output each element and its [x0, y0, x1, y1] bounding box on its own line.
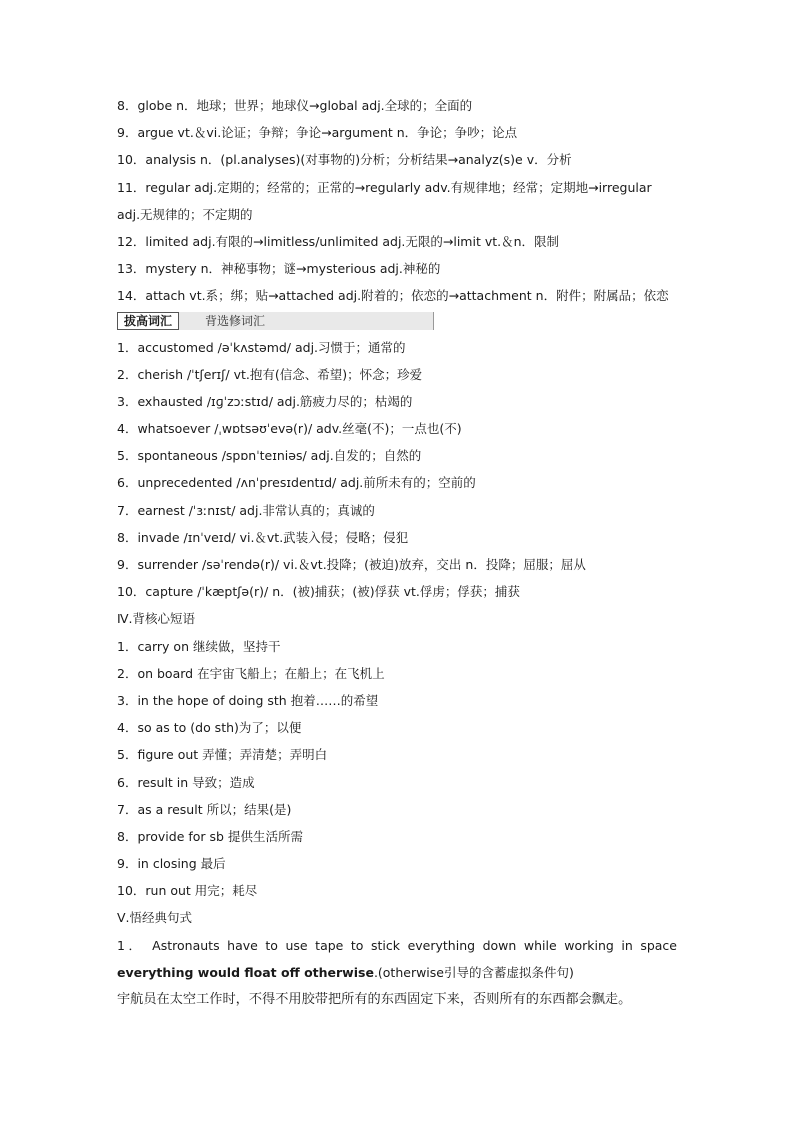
vocab-item: 8．globe n．地球；世界；地球仪→global adj.全球的；全面的 [117, 98, 473, 113]
vocab-item: 3．exhausted /ɪɡˈzɔːstɪd/ adj.筋疲力尽的；枯竭的 [117, 393, 413, 409]
vocab-item: 1．accustomed /əˈkʌstəmd/ adj.习惯于；通常的 [117, 339, 406, 355]
sentence-highlight: everything would float off otherwise [117, 964, 374, 980]
banner-label: 拔高词汇 [117, 312, 179, 330]
vocab-item: 9．argue vt.＆vi.论证；争辩；争论→argument n．争论；争吵；论点 [117, 125, 518, 141]
vocab-item: 10．analysis n．(pl.analyses)(对事物的)分析；分析结果→analyz(s)e v．分析 [117, 152, 572, 168]
banner-subtitle: 背选修词汇 [205, 313, 266, 328]
vocab-item: 5．spontaneous /spɒnˈteɪniəs/ adj.自发的；自然的 [117, 448, 422, 464]
phrase-item: 6．result in 导致；造成 [117, 774, 255, 790]
vocab-item: 4．whatsoever /ˌwɒtsəʊˈevə(r)/ adv.丝毫(不)；一点也(不) [117, 421, 462, 437]
vocab-item: 14．attach vt.系；绑；贴→attached adj.附着的；依恋的→attachment n．附件；附属品；依恋 [117, 288, 669, 304]
phrase-item: 7．as a result 所以；结果(是) [117, 801, 292, 817]
sentence-note: .(otherwise引导的含蓄虚拟条件句) [373, 964, 574, 980]
section-banner [117, 310, 677, 334]
section-title-phrases: Ⅳ.背核心短语 [117, 611, 196, 627]
phrase-item: 1．carry on 继续做，坚持干 [117, 638, 281, 654]
phrase-item: 9．in closing 最后 [117, 856, 226, 872]
vocab-item: 11．regular adj.定期的；经常的；正常的→regularly adv.有规律地；经常；定期地→irregular [117, 179, 652, 195]
sentence-translation: 宇航员在太空工作时，不得不用胶带把所有的东西固定下来，否则所有的东西都会飘走。 [117, 992, 632, 1007]
vocab-item: 6．unprecedented /ʌnˈpresɪdentɪd/ adj.前所未有的；空前的 [117, 475, 476, 491]
sentence-line [117, 959, 677, 986]
vocab-item: 10．capture /ˈkæptʃə(r)/ n．(被)捕获；(被)俘获 vt.俘虏；俘获；捕获 [117, 584, 520, 600]
vocab-item: 7．earnest /ˈɜːnɪst/ adj.非常认真的；真诚的 [117, 502, 375, 518]
vocab-item: 13．mystery n．神秘事物；谜→mysterious adj.神秘的 [117, 261, 441, 277]
sentence-line: 1． Astronauts have to use tape to stick everything down while working in space [117, 937, 677, 953]
sentence-example [117, 932, 677, 1014]
phrase-list [117, 633, 677, 905]
vocab-item: 8．invade /ɪnˈveɪd/ vi.＆vt.武装入侵；侵略；侵犯 [117, 529, 409, 545]
basic-vocab-list [117, 92, 677, 310]
banner-bar [117, 312, 434, 330]
vocab-item: 12．limited adj.有限的→limitless/unlimited adj.无限的→limit vt.＆n．限制 [117, 233, 560, 249]
phrase-item: 3．in the hope of doing sth 抱着……的希望 [117, 692, 379, 708]
phrase-item: 4．so as to (do sth)为了；以便 [117, 720, 302, 736]
vocab-item-continuation: adj.无规律的；不定期的 [117, 206, 253, 222]
content-column [117, 92, 677, 1013]
section-title-sentences: Ⅴ.悟经典句式 [117, 910, 193, 926]
vocab-item: 2．cherish /ˈtʃerɪʃ/ vt.抱有(信念、希望)；怀念；珍爱 [117, 366, 423, 382]
phrase-item: 8．provide for sb 提供生活所需 [117, 828, 303, 844]
phrase-item: 5．figure out 弄懂；弄清楚；弄明白 [117, 747, 328, 763]
phrase-item: 2．on board 在宇宙飞船上；在船上；在飞机上 [117, 665, 385, 681]
vocab-item: 9．surrender /səˈrendə(r)/ vi.＆vt.投降；(被迫)放弃，交出 n．投降；屈服；屈从 [117, 557, 586, 572]
phrase-item: 10．run out 用完；耗尽 [117, 883, 258, 899]
advanced-vocab-list [117, 334, 677, 606]
